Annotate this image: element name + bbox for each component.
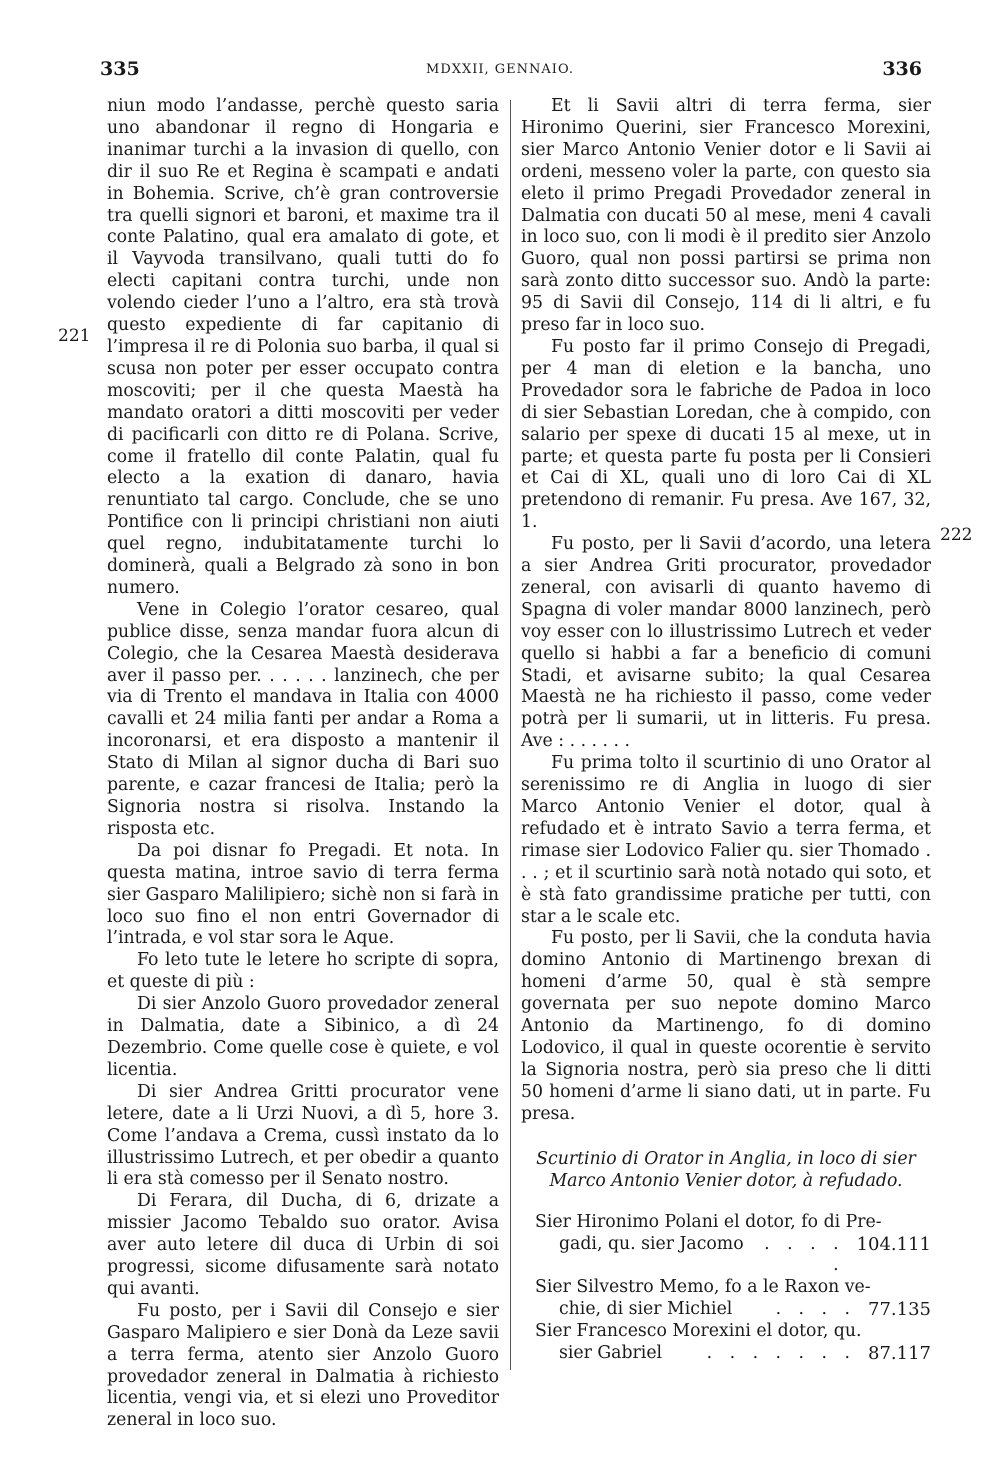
candidate-name: Sier Silvestro Memo, fo a le Raxon ve- xyxy=(535,1277,871,1298)
list-item xyxy=(521,1277,931,1321)
margin-number-left: 221 xyxy=(58,326,91,346)
running-title: MDXXII, GENNAIO. xyxy=(426,62,574,77)
paragraph: Di sier Anzolo Guoro provedador zeneral in Dalmatia, date a Sibinico, a dì 24 Dezembrio. Come quelle cose è quiete, e vol licentia. xyxy=(107,994,499,1080)
paragraph: Fu posto, per li Savii d’acordo, una letera a sier Andrea Griti procurator, provedador zeneral, con avisarli di quanto havemo di Spagna di voler mandar 8000 lanzinech, però voy esser con lo illustrissimo Lutrech et veder quello si habbi a far a beneficio di comuni Stadi, et avisarne subito; la qual Cesarea Maestà ne ha richiesto il passo, come veder potrà per li sumarii, ut in litteris. Fu presa. Ave : . . . . . . xyxy=(521,534,931,752)
paragraph: Vene in Colegio l’orator cesareo, qual publice disse, senza mandar fuora alcun di Colegio, che la Cesarea Maestà desiderava aver il passo per. . . . . . lanzinech, che per via di Trento el mandava in Italia con 4000 cavalli et 24 milia fanti per andar a Roma a incoronarsi, et era disposto a mantenir il Stato di Milan al signor ducha di Bari suo parente, e cazar francesi de Italia; però la Signoria nostra si risolva. Instando la risposta etc. xyxy=(107,599,499,839)
vote-count: 104.111 xyxy=(856,1233,931,1255)
paragraph: Di sier Andrea Gritti procurator vene letere, date a li Urzi Nuovi, a dì 5, hore 3. Come l’andava a Crema, cussì instato da lo illustrissimo Lutrech, et per obedir a quanto li era stà comesso per il Senato nostro. xyxy=(107,1081,499,1190)
leader-dots: . . . . xyxy=(775,1299,857,1320)
leader-dots: . . . . . . . xyxy=(706,1343,857,1364)
page-number-left: 335 xyxy=(100,58,140,80)
paragraph: Fu posto, per li Savii, che la conduta havia domino Antonio di Martinengo brexan di homeni d’arme 50, qual è stà sempre governata per suo nepote domino Marco Antonio da Martinengo, fo di domino Lodovico, il qual in queste ocorentie è servito la Signoria nostra, però sia preso che li ditti 50 homeni d’arme li siano dati, ut in parte. Fu presa. xyxy=(521,928,931,1124)
paragraph: niun modo l’andasse, perchè questo saria uno abandonar il regno di Hongaria e inanimar turchi a la invasion di quello, con dir il suo Re et Regina è scampati e andati in Bohemia. Scrive, ch’è gran controversie tra quelli signori et baroni, et maxime tra il conte Palatino, qual era amalato di gote, et il Vayvoda transilvano, quali tutti do fo electi capitani contra turchi, unde non volendo cieder l’uno a l’altro, era stà trovà questo expediente di far capitanio di l’impresa il re di Polonia suo barba, il qual si scusa non poter per esser occupato contra moscoviti; per il che questa Maestà ha mandato oratori a ditti moscoviti per veder di pacificarli con ditto re di Polana. Scrive, come il fratello dil conte Palatin, qual fu electo a la exation di danaro, havia renuntiato tal cargo. Conclude, che se uno Pontifice con li principi christiani non aiuti quel regno, indubitatamente turchi lo dominerà, quali a Belgrado zà sono in bon numero. xyxy=(107,96,499,598)
page-number-right: 336 xyxy=(882,58,922,80)
candidate-name-cont: chie, di sier Michiel xyxy=(559,1299,733,1320)
list-item xyxy=(521,1212,931,1278)
paragraph: Fu posto, per i Savii dil Consejo e sier Gasparo Malipiero e sier Donà da Leze savii a terra ferma, atento sier Anzolo Guoro provedador zeneral in Dalmatia à richiesto licentia, vengi via, et si elezi uno Proveditor zeneral in loco suo. xyxy=(107,1300,499,1431)
leader-dots: . . . . . xyxy=(764,1233,845,1276)
candidate-name-cont: gadi, qu. sier Jacomo xyxy=(559,1233,744,1254)
candidate-name-cont: sier Gabriel xyxy=(559,1343,663,1364)
left-column xyxy=(107,96,499,1432)
column-divider xyxy=(510,100,511,1370)
paragraph: Fu posto far il primo Consejo di Pregadi, per 4 man di eletion e la bancha, uno Provedador sora le fabriche de Padoa in loco di sier Sebastian Loredan, che à compido, con salario per spexe di ducati 15 al mexe, ut in parte; et questa parte fu posta per li Consieri et Cai di XL, quali uno di loro Cai di XL pretendono di remanir. Fu presa. Ave 167, 32, 1. xyxy=(521,336,931,533)
paragraph: Da poi disnar fo Pregadi. Et nota. In questa matina, introe savio di terra ferma sier Gasparo Malilipiero; sichè non si farà in loco suo fino el non entri Governador di l’intrada, e vol star sora le Aque. xyxy=(107,840,499,949)
paragraph: Fu prima tolto il scurtinio di uno Orator al serenissimo re di Anglia in luogo di sier Marco Antonio Venier el dotor, qual à refudado et è intrato Savio a terra ferma, et rimase sier Lodovico Falier qu. sier Thomado . . . ; et il scurtinio sarà notà notado qui soto, et è stà fato grandissime pratiche per tutti, con star a le scale etc. xyxy=(521,753,931,927)
right-column xyxy=(521,96,931,1365)
margin-number-right: 222 xyxy=(940,525,973,545)
page-header xyxy=(0,58,1000,86)
paragraph: Di Ferara, dil Ducha, di 6, drizate a missier Jacomo Tebaldo suo orator. Avisa aver auto letere dil duca di Urbin di soi progressi, sicome difusamente sarà notato qui avanti. xyxy=(107,1191,499,1299)
candidate-name: Sier Hironimo Polani el dotor, fo di Pre- xyxy=(535,1211,882,1232)
list-item xyxy=(521,1321,931,1365)
vote-count: 87.117 xyxy=(868,1343,931,1365)
scrutiny-heading: Scurtinio di Orator in Anglia, in loco di sier Marco Antonio Venier dotor, à refudado. xyxy=(536,1148,916,1191)
vote-count: 77.135 xyxy=(868,1299,931,1321)
scrutiny-list xyxy=(521,1212,931,1365)
paragraph: Fo leto tute le letere ho scripte di sopra, et queste di più : xyxy=(107,950,499,993)
candidate-name: Sier Francesco Morexini el dotor, qu. xyxy=(535,1321,862,1342)
paragraph: Et li Savii altri di terra ferma, sier Hironimo Querini, sier Francesco Morexini, sier Marco Antonio Venier dotor e li Savii ai ordeni, messeno voler la parte, con questo sia eleto il primo Pregadi Provedador zeneral in Dalmatia con ducati 50 al mese, meni 4 cavali in loco suo, con li modi è il predito sier Anzolo Guoro, qual non possi partirsi se prima non sarà zonto ditto successor suo. Andò la parte: 95 di Savii dil Consejo, 114 di li altri, e fu preso far in loco suo. xyxy=(521,96,931,336)
